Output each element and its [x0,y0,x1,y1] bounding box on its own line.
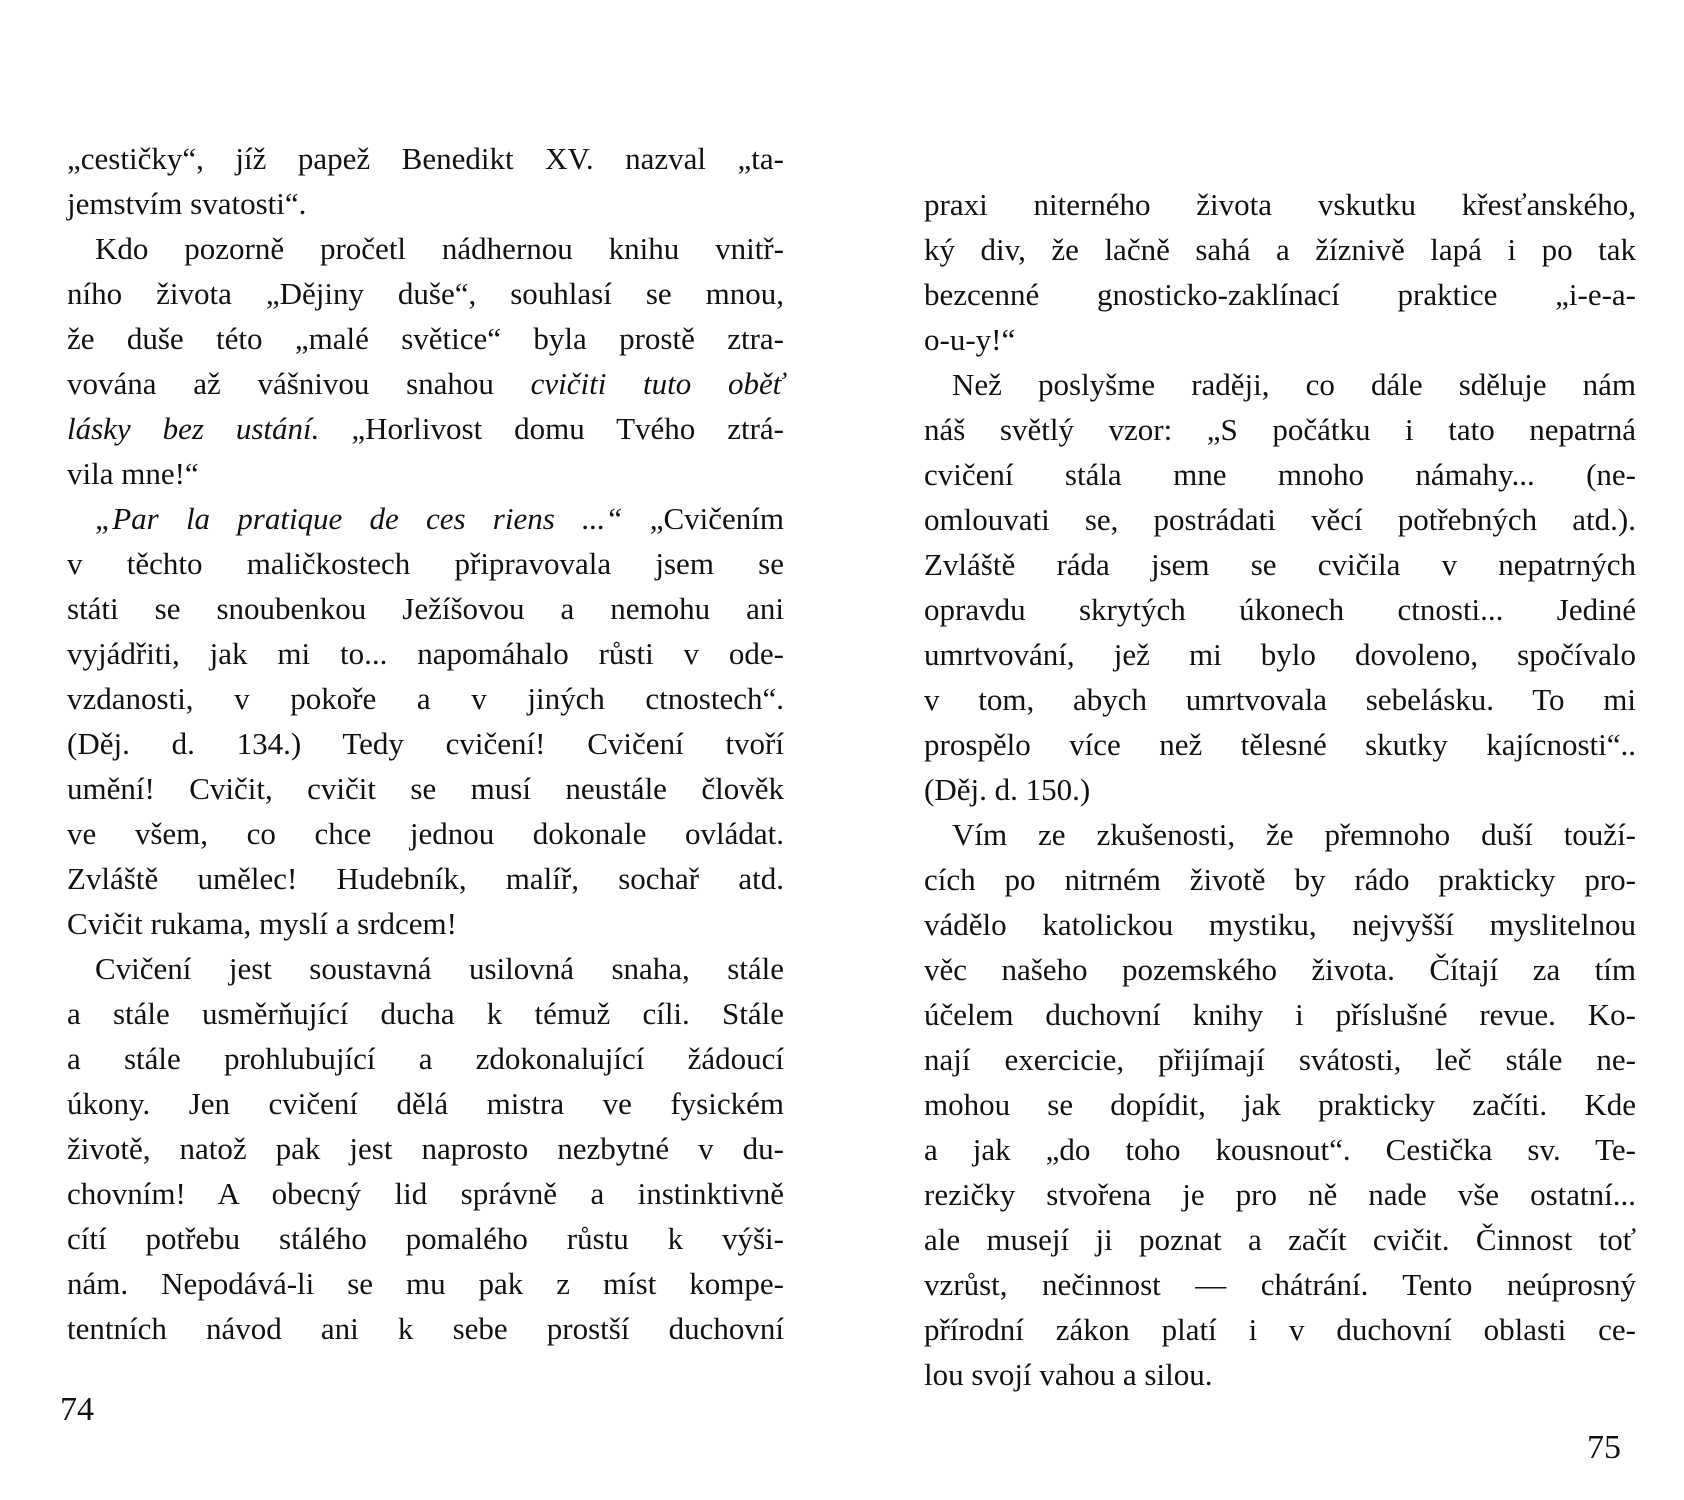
text-line: ký div, že lačně sahá a žíznivě lapá i po tak [924,232,1636,267]
text-line: cích po nitrném životě by rádo prakticky pro- [924,862,1636,897]
page-number: 74 [60,1391,94,1428]
text-line: státi se snoubenkou Ježíšovou a nemohu ani [67,591,784,626]
text-line: nají exercicie, přijímají svátosti, leč stále ne- [924,1042,1636,1077]
text-line: Kdo pozorně pročetl nádhernou knihu vnitř- [95,231,784,266]
text-line: ního života „Dějiny duše“, souhlasí se mnou, [67,276,784,311]
text-line: praxi niterného života vskutku křesťanského, [924,187,1636,222]
text-line: chovním! A obecný lid správně a instinktivně [67,1176,784,1211]
text-line: Cvičení jest soustavná usilovná snaha, stále [95,951,784,986]
text-line: Než poslyšme raději, co dále sděluje nám [952,367,1636,402]
text-line: vzdanosti, v pokoře a v jiných ctnostech“. [67,681,784,716]
text-line: opravdu skrytých úkonech ctnosti... Jediné [924,592,1636,627]
italic-text: lásky bez ustání. [67,411,352,446]
text-line: omlouvati se, postrádati věcí potřebných atd.). [924,502,1636,537]
text-line: a stále usměrňující ducha k témuž cíli. Stále [67,996,784,1031]
text-line: Vím ze zkušenosti, že přemnoho duší touží- [952,817,1636,852]
text-line: „cestičky“, jíž papež Benedikt XV. nazval „ta- [67,141,784,176]
text-line: cítí potřebu stálého pomalého růstu k výši- [67,1221,784,1256]
text-line: (Děj. d. 150.) [924,772,1091,807]
text-line [67,406,784,451]
text-line: v tom, abych umrtvovala sebelásku. To mi [924,682,1636,717]
text-line: vzrůst, nečinnost — chátrání. Tento neúprosný [924,1267,1636,1302]
text-line: nám. Nepodává-li se mu pak z míst kompe- [67,1266,784,1301]
text-line: umění! Cvičit, cvičit se musí neustále člověk [67,771,784,806]
text-line: a stále prohlubující a zdokonalující žádoucí [67,1041,784,1076]
text-line: vádělo katolickou mystiku, nejvyšší myslitelnou [924,907,1636,942]
text-fragment: „Cvičením [622,501,784,536]
text-line: že duše této „malé světice“ byla prostě ztra- [67,321,784,356]
text-line: jemstvím svatosti“. [67,186,307,221]
text-line: Zvláště umělec! Hudebník, malíř, sochař atd. [67,861,784,896]
text-line: životě, natož pak jest naprosto nezbytné v du- [67,1131,784,1166]
text-line: přírodní zákon platí i v duchovní oblasti ce- [924,1312,1636,1347]
text-line: cvičení stála mne mnoho námahy... (ne- [924,457,1636,492]
text-line: ve všem, co chce jednou dokonale ovládat. [67,816,784,851]
text-line: vila mne!“ [67,456,199,491]
text-line: úkony. Jen cvičení dělá mistra ve fysickém [67,1086,784,1121]
text-line: náš světlý vzor: „S počátku i tato nepatrná [924,412,1636,447]
right-page [842,0,1684,1500]
text-line: lou svojí vahou a silou. [924,1357,1213,1392]
text-line: ale musejí ji poznat a začít cvičit. Činnost toť [924,1222,1636,1257]
text-fragment: „Horlivost domu Tvého ztrá- [351,411,784,446]
text-line: Cvičit rukama, myslí a srdcem! [67,906,457,941]
right-text-column [924,182,1636,1397]
text-line [67,496,784,541]
italic-text: „Par la pratique de ces riens ...“ [95,501,623,536]
text-fragment: vována až vášnivou snahou [67,366,531,401]
page-number: 75 [1587,1429,1621,1466]
text-line [67,361,784,406]
italic-text: cvičiti tuto oběť [530,366,785,401]
text-line: Zvláště ráda jsem se cvičila v nepatrných [924,547,1636,582]
text-line: účelem duchovní knihy i příslušné revue. Ko- [924,997,1636,1032]
text-line: a jak „do toho kousnout“. Cestička sv. Te- [924,1132,1636,1167]
text-line: (Děj. d. 134.) Tedy cvičení! Cvičení tvoří [67,726,784,761]
text-line: mohou se dopídit, jak prakticky začíti. Kde [924,1087,1636,1122]
text-line: umrtvování, jež mi bylo dovoleno, spočívalo [924,637,1636,672]
left-text-column [67,136,784,1351]
text-line: bezcenné gnosticko-zaklínací praktice „i-e-a- [924,277,1636,312]
text-line: prospělo více než tělesné skutky kajícnosti“.. [924,727,1636,762]
text-line: o-u-y!“ [924,322,1016,357]
text-line: tentních návod ani k sebe prostší duchovní [67,1311,784,1346]
text-line: rezičky stvořena je pro ně nade vše ostatní... [924,1177,1636,1212]
text-line: v těchto maličkostech připravovala jsem se [67,546,784,581]
text-line: vyjádřiti, jak mi to... napomáhalo růsti v ode- [67,636,784,671]
text-line: věc našeho pozemského života. Čítají za tím [924,952,1636,987]
